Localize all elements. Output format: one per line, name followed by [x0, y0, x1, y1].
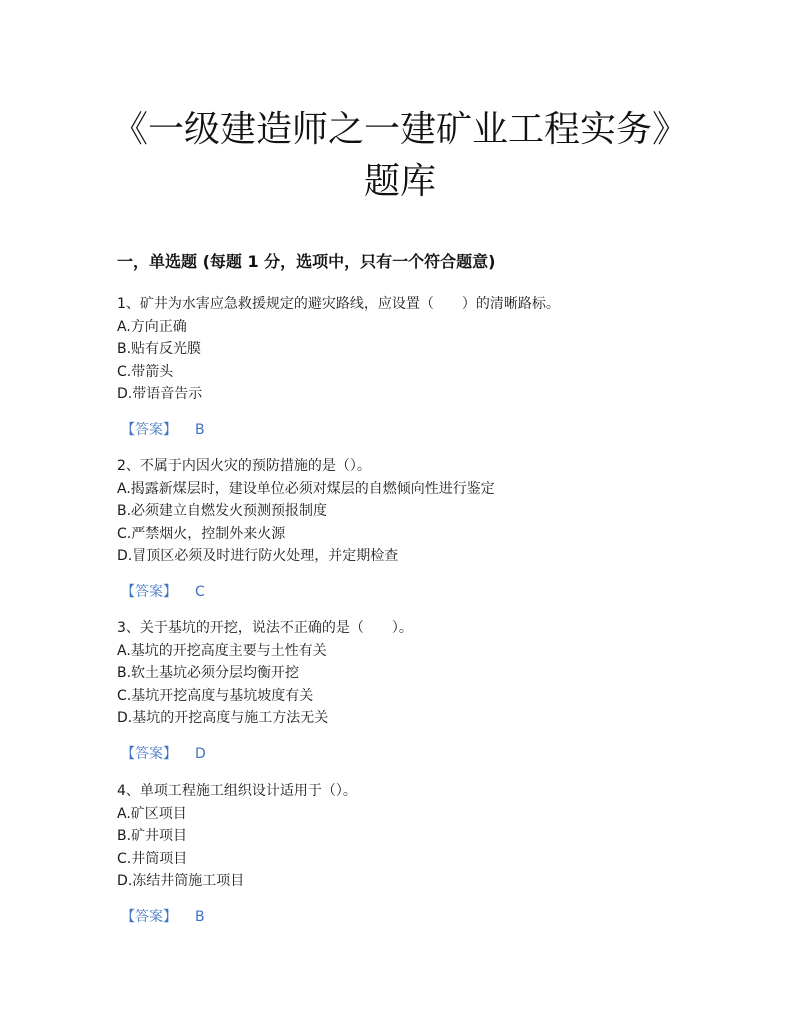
- question-4: [117, 780, 717, 928]
- answer-value: C: [195, 583, 205, 600]
- option-a: A.矿区项目: [117, 805, 187, 822]
- answer-label: 【答案】: [121, 583, 177, 600]
- answer-row: [117, 581, 717, 603]
- option-c: C.带箭头: [117, 363, 174, 380]
- question-stem: 3、关于基坑的开挖，说法不正确的是（ ）。: [117, 620, 413, 636]
- option-b: B.贴有反光膜: [117, 341, 202, 357]
- question-stem: 4、单项工程施工组织设计适用于（）。: [117, 783, 357, 799]
- answer-value: B: [195, 421, 205, 438]
- document-title: 《一级建造师之一建矿业工程实务》: [111, 109, 688, 150]
- option-d: D.冻结井筒施工项目: [117, 873, 245, 889]
- option-d: D.带语音告示: [117, 386, 203, 402]
- answer-value: B: [195, 908, 205, 925]
- option-d: D.基坑的开挖高度与施工方法无关: [117, 710, 329, 726]
- option-c: C.严禁烟火，控制外来火源: [117, 525, 286, 542]
- answer-row: [117, 906, 717, 928]
- option-a: A.揭露新煤层时，建设单位必须对煤层的自燃倾向性进行鉴定: [117, 480, 495, 497]
- question-stem: 2、不属于内因火灾的预防措施的是（）。: [117, 458, 371, 474]
- question-2: [117, 455, 717, 603]
- option-b: B.软土基坑必须分层均衡开挖: [117, 665, 300, 681]
- question-stem: 1、矿井为水害应急救援规定的避灾路线，应设置（ ）的清晰路标。: [117, 296, 560, 312]
- section-heading: 一，单选题 (每题 1 分，选项中，只有一个符合题意): [117, 252, 496, 271]
- option-d: D.冒顶区必须及时进行防火处理，并定期检查: [117, 548, 399, 564]
- question-1: [117, 293, 717, 441]
- option-b: B.矿井项目: [117, 828, 188, 844]
- option-a: A.方向正确: [117, 318, 187, 335]
- answer-label: 【答案】: [121, 421, 177, 438]
- option-c: C.井筒项目: [117, 850, 188, 867]
- answer-label: 【答案】: [121, 745, 177, 762]
- option-a: A.基坑的开挖高度主要与土性有关: [117, 642, 327, 659]
- option-c: C.基坑开挖高度与基坑坡度有关: [117, 687, 314, 704]
- answer-row: [117, 419, 717, 441]
- question-3: [117, 617, 717, 765]
- answer-value: D: [195, 745, 206, 762]
- answer-row: [117, 743, 717, 765]
- answer-label: 【答案】: [121, 908, 177, 925]
- document-title-subtitle: 题库: [363, 161, 436, 202]
- option-b: B.必须建立自燃发火预测预报制度: [117, 503, 328, 519]
